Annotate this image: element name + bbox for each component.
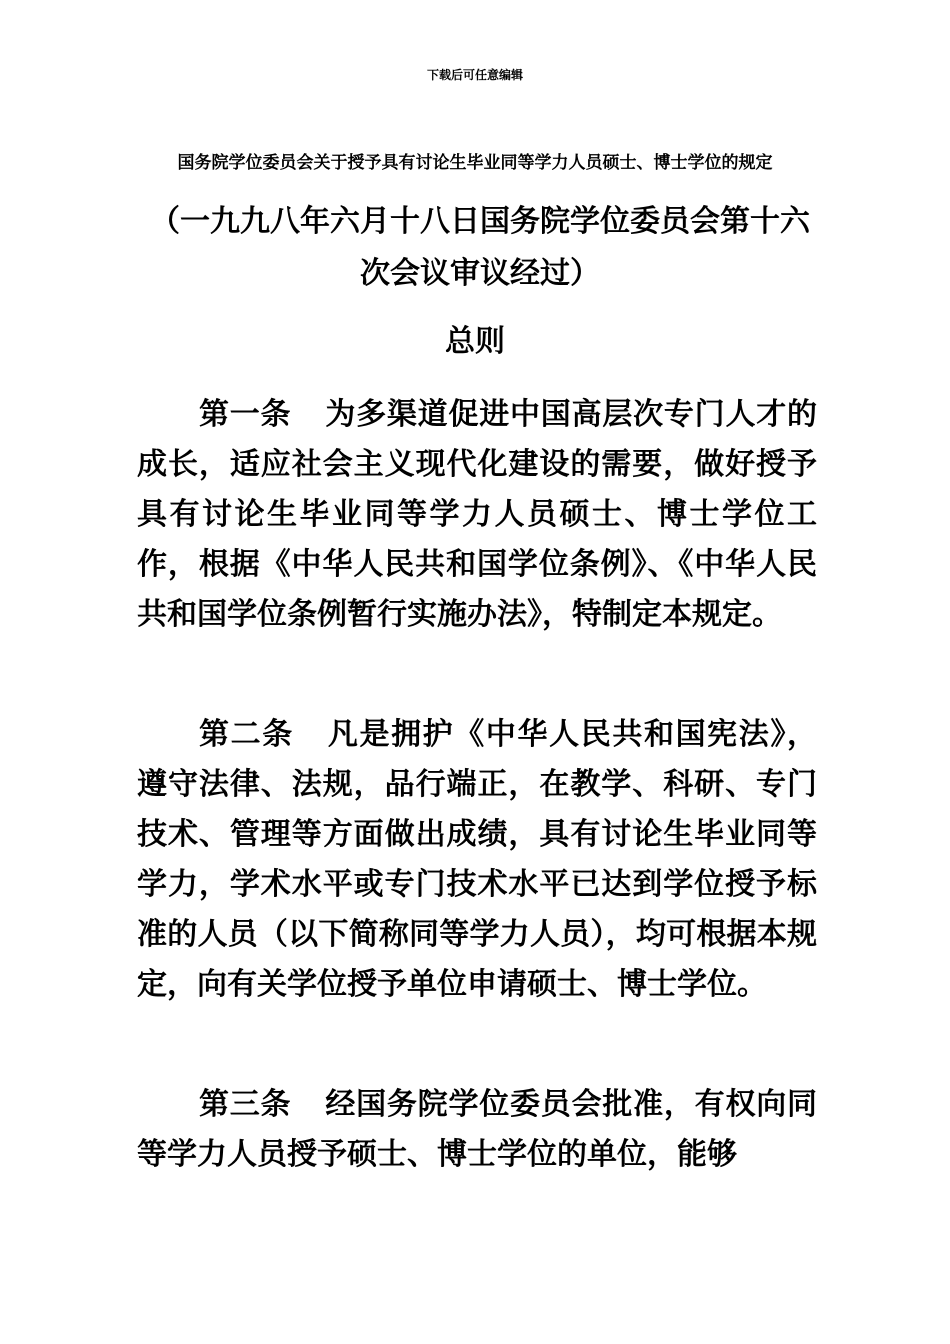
article-number: 第二条	[199, 717, 294, 752]
article-3	[137, 1080, 817, 1180]
article-1	[137, 390, 817, 640]
article-text: 经国务院学位委员会批准，有权向同等学力人员授予硕士、博士学位的单位，能够	[137, 1087, 818, 1172]
document-subtitle: （一九九八年六月十八日国务院学位委员会第十六次会议审议经过）	[150, 204, 810, 291]
article-2	[137, 710, 817, 1010]
article-text: 凡是拥护《中华人民共和国宪法》，遵守法律、法规，品行端正，在教学、科研、专门技术、管理等方面做出成绩，具有讨论生毕业同等学力，学术水平或专门技术水平已达到学位授予标准的人员（以下简称同等学力人员），均可根据本规定，向有关学位授予单位申请硕士、博士学位。	[137, 717, 818, 1002]
section-heading: 总则	[445, 324, 505, 359]
header-note: 下载后可任意编辑	[426, 68, 523, 82]
article-text: 为多渠道促进中国高层次专门人才的成长，适应社会主义现代化建设的需要，做好授予具有讨论生毕业同等学力人员硕士、博士学位工作，根据《中华人民共和国学位条例》、《中华人民共和国学位条例暂行实施办法》，特制定本规定。	[137, 397, 818, 632]
article-number: 第三条	[199, 1087, 292, 1122]
document-title: 国务院学位委员会关于授予具有讨论生毕业同等学力人员硕士、博士学位的规定	[177, 153, 773, 173]
article-number: 第一条	[199, 397, 292, 432]
